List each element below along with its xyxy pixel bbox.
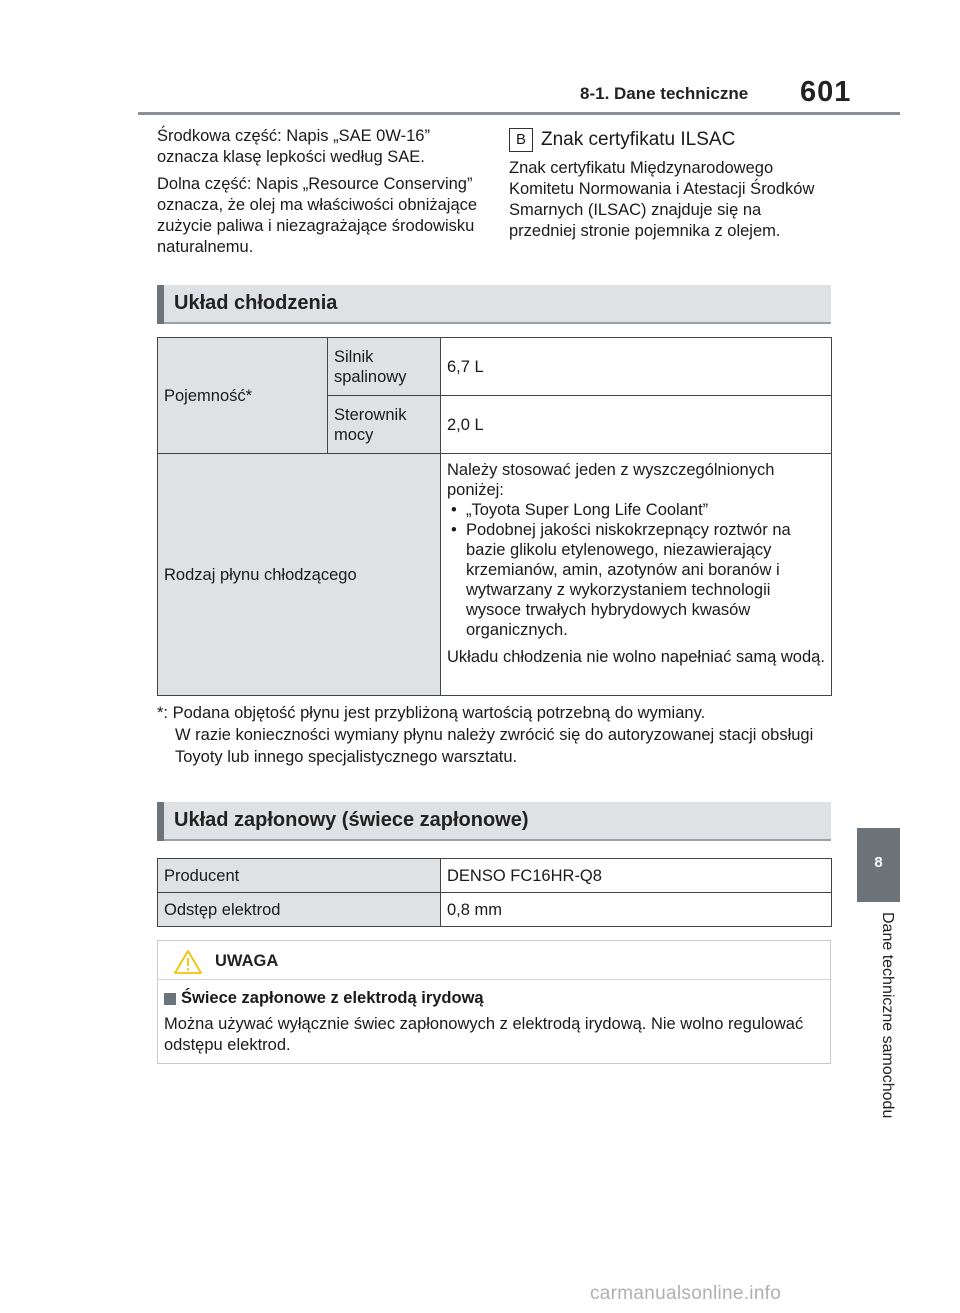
- warning-header: [158, 941, 830, 980]
- engine-capacity: 6,7 L: [441, 338, 832, 396]
- cooling-section-bar: [157, 285, 831, 324]
- footnote-line1: [157, 702, 837, 724]
- footnote-line2: W razie konieczności wymiany płynu należy zwrócić się do autoryzowanej stacji obsługi Toyoty lub innego specjalistycznego warsztatu.: [175, 726, 814, 766]
- chapter-number: 8: [874, 854, 883, 871]
- inverter-label: Sterownik mocy: [328, 396, 441, 454]
- producer-label: Producent: [158, 859, 441, 893]
- footnote-marker: *:: [157, 704, 169, 722]
- coolant-type-value: [441, 454, 832, 696]
- cooling-table: [157, 337, 832, 696]
- intro-paragraph-middle: Środkowa część: Napis „SAE 0W-16” oznacza klasę lepkości według SAE.: [157, 127, 430, 166]
- label-b-box: B: [509, 128, 533, 152]
- ilsac-heading: [509, 128, 831, 152]
- ilsac-text: Znak certyfikatu Międzynarodowego Komitetu Normowania i Atestacji Środków Smarnych (ILSAC) znajduje się na przedniej stronie pojemnika z olejem.: [509, 159, 815, 240]
- capacity-label: Pojemność*: [158, 338, 328, 454]
- footnote-text: Podana objętość płynu jest przybliżoną wartością potrzebną do wymiany.: [172, 704, 706, 722]
- coolant-note: Układu chłodzenia nie wolno napełniać samą wodą.: [447, 648, 825, 666]
- list-item: • „Toyota Super Long Life Coolant”: [447, 500, 825, 520]
- table-row: [158, 893, 832, 927]
- chapter-label: Dane techniczne samochodu: [879, 912, 896, 1119]
- ignition-table: [157, 858, 832, 927]
- intro-paragraph-bottom: Dolna część: Napis „Resource Conserving” oznacza, że olej ma właściwości obniżające zużycie paliwa i niezagrażające środowisku naturalnemu.: [157, 175, 478, 256]
- header-rule: [138, 112, 900, 115]
- ilsac-heading-text: Znak certyfikatu ILSAC: [541, 129, 736, 150]
- engine-label: Silnik spalinowy: [328, 338, 441, 396]
- warning-text: Można używać wyłącznie świec zapłonowych z elektrodą irydową. Nie wolno regulować odstępu elektrod.: [164, 1015, 804, 1054]
- producer-value: DENSO FC16HR-Q8: [441, 859, 832, 893]
- warning-triangle-icon: [173, 949, 203, 975]
- coolant-intro: Należy stosować jeden z wyszczególnionych poniżej:: [447, 461, 775, 499]
- footnote: [157, 702, 837, 768]
- watermark: carmanualsonline.info: [590, 1283, 782, 1304]
- coolant-list: [447, 500, 825, 640]
- warning-subtitle: [164, 989, 484, 1008]
- table-row: [158, 338, 832, 396]
- coolant-type-label: Rodzaj płynu chłodzącego: [158, 454, 441, 696]
- page-number: 601: [800, 76, 852, 108]
- cooling-section-title: Układ chłodzenia: [174, 292, 338, 314]
- warning-title: UWAGA: [215, 952, 279, 970]
- ignition-section-title: Układ zapłonowy (świece zapłonowe): [174, 809, 529, 831]
- table-row: [158, 454, 832, 696]
- ignition-section-bar: [157, 802, 831, 841]
- square-bullet-icon: [164, 993, 176, 1005]
- gap-value: 0,8 mm: [441, 893, 832, 927]
- gap-label: Odstęp elektrod: [158, 893, 441, 927]
- intro-right-column: [509, 128, 831, 242]
- warning-subtitle-text: Świece zapłonowe z elektrodą irydową: [181, 989, 484, 1007]
- list-item: • Podobnej jakości niskokrzepnący roztwór na bazie glikolu etylenowego, niezawierający krzemianów, amin, azotynów ani boranów i wytwarzany z wykorzystaniem technologii wysoce trwałych hybrydowych kwasów organicznych.: [447, 520, 825, 640]
- warning-box: [157, 940, 831, 1064]
- inverter-capacity: 2,0 L: [441, 396, 832, 454]
- chapter-tab: [857, 828, 900, 902]
- section-title: 8-1. Dane techniczne: [580, 84, 749, 103]
- intro-left-column: [157, 126, 482, 258]
- table-row: [158, 859, 832, 893]
